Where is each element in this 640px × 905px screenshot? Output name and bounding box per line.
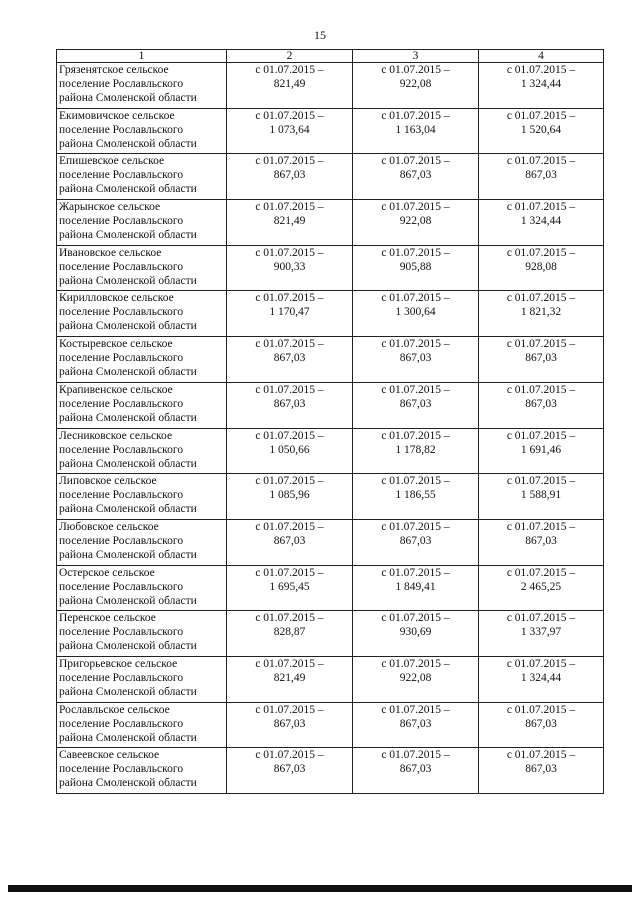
tariff-cell-col3-line: 1 178,82 [395, 443, 436, 456]
settlement-name-cell-line: района Смоленской области [59, 731, 197, 744]
tariff-cell-col3 [353, 428, 479, 474]
tariff-cell-col2-line: 1 050,66 [269, 443, 310, 456]
tariff-cell-col4 [479, 611, 604, 657]
tariff-cell-col4-line: 1 324,44 [520, 78, 562, 90]
settlement-name-cell-line: поселение Рославльского [59, 397, 184, 410]
tariff-cell-col2-line: с 01.07.2015 – [255, 246, 324, 259]
tariff-cell-col2 [227, 108, 353, 154]
tariff-cell-col2-line: с 01.07.2015 – [255, 109, 324, 122]
tariff-cell-col3 [353, 474, 479, 520]
tariff-cell-col2-line: с 01.07.2015 – [255, 338, 324, 351]
tariff-cell-col2-line: с 01.07.2015 – [255, 612, 324, 625]
tariff-cell-col4-line: 928,08 [525, 260, 557, 273]
tariff-cell-col3-line: с 01.07.2015 – [381, 566, 450, 579]
settlement-name-cell-line: района Смоленской области [59, 229, 197, 242]
settlement-name-cell-line: района Смоленской области [59, 183, 197, 196]
tariff-cell-col3-line: 905,88 [399, 260, 432, 273]
tariff-cell-col3 [353, 154, 479, 200]
settlement-name-cell-line: Кирилловское сельское [59, 292, 174, 305]
settlement-name-cell [57, 611, 227, 657]
settlement-name-cell-line: Любовское сельское [59, 520, 159, 533]
tariff-cell-col3-line: с 01.07.2015 – [381, 201, 450, 214]
tariff-cell-col2-line: 1 695,45 [269, 580, 310, 593]
tariff-cell-col4-line: с 01.07.2015 – [506, 155, 576, 168]
tariff-cell-col4-line: 1 324,44 [520, 671, 562, 684]
tariff-cell-col3-line: 867,03 [399, 763, 432, 776]
tariff-cell-col2-line: 900,33 [273, 260, 306, 273]
table-row [57, 702, 604, 748]
tariff-cell-col4 [479, 200, 604, 246]
settlement-name-cell [57, 382, 227, 428]
tariff-cell-col2 [227, 656, 353, 702]
tariff-cell-col3-line: 867,03 [399, 397, 432, 410]
settlement-name-cell-line: района Смоленской области [59, 685, 197, 698]
table-row [57, 382, 604, 428]
tariff-cell-col3 [353, 565, 479, 611]
tariff-cell-col4-line: 1 324,44 [520, 215, 562, 228]
tariff-cell-col3-line: с 01.07.2015 – [381, 64, 450, 76]
settlement-name-cell-line: района Смоленской области [59, 320, 197, 333]
tariff-cell-col3-line: с 01.07.2015 – [381, 292, 450, 305]
tariff-cell-col4 [479, 108, 604, 154]
tariff-cell-col2 [227, 565, 353, 611]
tariff-cell-col4-line: 1 588,91 [520, 489, 562, 502]
tariff-cell-col2-line: 867,03 [273, 397, 306, 410]
settlement-name-cell-line: поселение Рославльского [59, 352, 184, 365]
column-header-4: 4 [479, 50, 604, 63]
tariff-cell-col4 [479, 337, 604, 383]
tariff-cell-col4 [479, 702, 604, 748]
settlement-name-cell-line: Грязенятское сельское [59, 64, 169, 76]
tariff-cell-col2 [227, 245, 353, 291]
tariff-cell-col3-line: с 01.07.2015 – [381, 338, 450, 351]
settlement-name-cell-line: района Смоленской области [59, 777, 197, 790]
page-number: 15 [314, 28, 326, 42]
tariff-cell-col2 [227, 519, 353, 565]
tariff-cell-col4-line: с 01.07.2015 – [506, 703, 576, 716]
tariff-cell-col2-line: с 01.07.2015 – [255, 429, 324, 442]
tariff-cell-col3-line: 867,03 [399, 352, 432, 365]
settlement-name-cell-line: поселение Рославльского [59, 717, 184, 730]
settlement-name-cell-line: Костыревское сельское [59, 338, 173, 351]
tariff-cell-col4 [479, 291, 604, 337]
settlement-name-cell-line: поселение Рославльского [59, 78, 184, 90]
tariff-cell-col3 [353, 656, 479, 702]
tariff-cell-col3 [353, 748, 479, 794]
settlement-name-cell-line: поселение Рославльского [59, 123, 184, 136]
tariff-cell-col3-line: с 01.07.2015 – [381, 749, 450, 762]
settlement-name-cell-line: поселение Рославльского [59, 534, 184, 547]
table-row [57, 428, 604, 474]
tariff-cell-col4 [479, 63, 604, 109]
tariff-cell-col4-line: с 01.07.2015 – [506, 246, 576, 259]
tariff-cell-col2 [227, 382, 353, 428]
settlement-name-cell-line: Савеевское сельское [59, 749, 160, 762]
tariff-cell-col3-line: 922,08 [399, 671, 432, 684]
tariff-cell-col2-line: 828,87 [273, 626, 306, 639]
tariff-cell-col3 [353, 291, 479, 337]
tariff-cell-col3-line: 867,03 [399, 169, 432, 182]
settlement-name-cell-line: района Смоленской области [59, 137, 197, 150]
tariff-cell-col2-line: с 01.07.2015 – [255, 475, 324, 488]
settlement-name-cell-line: района Смоленской области [59, 411, 197, 424]
tariff-cell-col3-line: 867,03 [399, 534, 432, 547]
tariff-cell-col2-line: 867,03 [273, 763, 306, 776]
tariff-cell-col4-line: 867,03 [525, 397, 557, 410]
settlement-name-cell [57, 154, 227, 200]
tariff-cell-col2-line: с 01.07.2015 – [255, 520, 324, 533]
tariff-cell-col3 [353, 519, 479, 565]
tariff-cell-col4-line: 1 821,32 [520, 306, 562, 319]
tariff-cell-col2 [227, 611, 353, 657]
tariff-cell-col4-line: 867,03 [525, 763, 557, 776]
tariff-cell-col4-line: с 01.07.2015 – [506, 338, 576, 351]
tariff-cell-col2 [227, 291, 353, 337]
settlement-name-cell-line: поселение Рославльского [59, 169, 184, 182]
settlement-name-cell [57, 63, 227, 109]
tariff-cell-col4-line: с 01.07.2015 – [506, 109, 576, 122]
settlement-name-cell [57, 337, 227, 383]
tariff-cell-col3-line: с 01.07.2015 – [381, 109, 450, 122]
tariff-cell-col2 [227, 748, 353, 794]
tariff-cell-col2-line: 1 073,64 [269, 123, 310, 136]
tariff-cell-col2-line: 821,49 [273, 78, 306, 90]
tariff-cell-col2 [227, 63, 353, 109]
tariff-cell-col2-line: с 01.07.2015 – [255, 64, 324, 76]
tariff-cell-col4 [479, 565, 604, 611]
settlement-name-cell-line: поселение Рославльского [59, 489, 184, 502]
tariff-cell-col2-line: 867,03 [273, 717, 306, 730]
tariff-cell-col4 [479, 428, 604, 474]
settlement-name-cell [57, 291, 227, 337]
settlement-name-cell [57, 702, 227, 748]
tariff-cell-col4-line: с 01.07.2015 – [506, 520, 576, 533]
tariff-cell-col3-line: с 01.07.2015 – [381, 155, 450, 168]
tariff-cell-col3-line: с 01.07.2015 – [381, 612, 450, 625]
tariff-cell-col2-line: с 01.07.2015 – [255, 383, 324, 396]
tariff-cell-col3 [353, 63, 479, 109]
tariff-cell-col2 [227, 702, 353, 748]
table-row [57, 611, 604, 657]
settlement-name-cell-line: Пригорьевское сельское [59, 657, 178, 670]
table-body [57, 63, 604, 794]
tariff-cell-col4-line: 1 337,97 [520, 626, 562, 639]
settlement-name-cell-line: района Смоленской области [59, 640, 197, 653]
tariff-cell-col3 [353, 245, 479, 291]
table-row [57, 337, 604, 383]
tariff-cell-col4-line: с 01.07.2015 – [506, 566, 576, 579]
settlement-name-cell-line: поселение Рославльского [59, 580, 184, 593]
tariff-cell-col3 [353, 702, 479, 748]
tariff-cell-col2-line: 821,49 [273, 671, 306, 684]
settlement-name-cell-line: поселение Рославльского [59, 763, 184, 776]
table-row [57, 200, 604, 246]
tariff-cell-col4 [479, 519, 604, 565]
tariff-cell-col2-line: с 01.07.2015 – [255, 749, 324, 762]
table-row [57, 656, 604, 702]
tariff-cell-col4-line: с 01.07.2015 – [506, 475, 576, 488]
table-row [57, 565, 604, 611]
tariff-cell-col4-line: с 01.07.2015 – [506, 429, 576, 442]
settlement-name-cell-line: района Смоленской области [59, 548, 197, 561]
scan-edge-bar [8, 885, 632, 892]
settlement-name-cell-line: района Смоленской области [59, 457, 197, 470]
settlement-name-cell-line: Екимовичское сельское [59, 109, 175, 122]
settlement-name-cell [57, 565, 227, 611]
tariff-cell-col3-line: 867,03 [399, 717, 432, 730]
settlement-name-cell-line: поселение Рославльского [59, 443, 184, 456]
tariff-cell-col2-line: с 01.07.2015 – [255, 155, 324, 168]
settlement-name-cell [57, 108, 227, 154]
tariff-cell-col4-line: с 01.07.2015 – [506, 612, 576, 625]
tariff-cell-col4-line: 867,03 [525, 169, 557, 182]
tariff-cell-col3-line: 930,69 [399, 626, 432, 639]
tariff-cell-col3-line: 1 186,55 [395, 489, 436, 502]
settlement-name-cell-line: поселение Рославльского [59, 260, 184, 273]
tariff-cell-col4 [479, 245, 604, 291]
tariff-cell-col2 [227, 200, 353, 246]
column-header-2: 2 [227, 50, 353, 63]
table-row [57, 63, 604, 109]
settlement-name-cell [57, 474, 227, 520]
settlement-name-cell-line: Остерское сельское [59, 566, 155, 579]
tariff-cell-col4-line: с 01.07.2015 – [506, 64, 576, 76]
tariff-cell-col4-line: с 01.07.2015 – [506, 292, 576, 305]
tariff-cell-col3-line: с 01.07.2015 – [381, 520, 450, 533]
tariff-cell-col3-line: 1 300,64 [395, 306, 436, 319]
tariff-cell-col4 [479, 748, 604, 794]
tariff-cell-col4-line: с 01.07.2015 – [506, 749, 576, 762]
tariff-cell-col2 [227, 337, 353, 383]
settlement-name-cell-line: района Смоленской области [59, 503, 197, 516]
tariff-cell-col3-line: 922,08 [399, 78, 432, 90]
settlement-name-cell [57, 245, 227, 291]
tariff-cell-col3-line: 1 163,04 [395, 123, 436, 136]
tariff-cell-col4-line: 867,03 [525, 717, 557, 730]
table-header-row [57, 50, 604, 63]
tariff-cell-col3-line: с 01.07.2015 – [381, 246, 450, 259]
settlement-name-cell-line: поселение Рославльского [59, 306, 184, 319]
settlement-name-cell-line: района Смоленской области [59, 274, 197, 287]
settlement-name-cell-line: Липовское сельское [59, 475, 157, 488]
tariff-cell-col3 [353, 200, 479, 246]
tariff-cell-col4 [479, 382, 604, 428]
tariff-cell-col4 [479, 154, 604, 200]
tariff-cell-col2-line: с 01.07.2015 – [255, 703, 324, 716]
settlement-name-cell-line: Ивановское сельское [59, 246, 162, 259]
tariff-cell-col4-line: 1 520,64 [520, 123, 562, 136]
column-header-3: 3 [353, 50, 479, 63]
tariff-cell-col2 [227, 154, 353, 200]
tariff-cell-col2-line: с 01.07.2015 – [255, 566, 324, 579]
tariff-cell-col4-line: 1 691,46 [520, 443, 562, 456]
tariff-cell-col2-line: 1 085,96 [269, 489, 310, 502]
tariff-cell-col2-line: 867,03 [273, 169, 306, 182]
tariff-cell-col2 [227, 474, 353, 520]
tariff-cell-col3-line: с 01.07.2015 – [381, 429, 450, 442]
settlement-name-cell-line: района Смоленской области [59, 366, 197, 379]
tariff-cell-col4-line: 867,03 [525, 534, 557, 547]
tariff-cell-col3 [353, 611, 479, 657]
tariff-table [56, 49, 604, 794]
tariff-cell-col2-line: с 01.07.2015 – [255, 292, 324, 305]
settlement-name-cell [57, 519, 227, 565]
tariff-cell-col3-line: с 01.07.2015 – [381, 475, 450, 488]
tariff-cell-col2 [227, 428, 353, 474]
table-row [57, 154, 604, 200]
settlement-name-cell [57, 200, 227, 246]
table-row [57, 474, 604, 520]
column-header-1: 1 [57, 50, 227, 63]
settlement-name-cell-line: Лесниковское сельское [59, 429, 173, 442]
tariff-cell-col4-line: 2 465,25 [520, 580, 562, 593]
tariff-cell-col4 [479, 656, 604, 702]
tariff-cell-col3-line: 1 849,41 [395, 580, 436, 593]
table-row [57, 108, 604, 154]
tariff-cell-col2-line: 1 170,47 [269, 306, 310, 319]
settlement-name-cell-line: поселение Рославльского [59, 215, 184, 228]
tariff-cell-col3 [353, 382, 479, 428]
settlement-name-cell-line: Жарынское сельское [59, 201, 161, 214]
table-row [57, 245, 604, 291]
tariff-cell-col3 [353, 108, 479, 154]
table-row [57, 519, 604, 565]
tariff-cell-col3-line: 922,08 [399, 215, 432, 228]
settlement-name-cell-line: Перенское сельское [59, 612, 156, 625]
tariff-cell-col3-line: с 01.07.2015 – [381, 657, 450, 670]
tariff-cell-col4-line: 867,03 [525, 352, 557, 365]
tariff-cell-col2-line: с 01.07.2015 – [255, 201, 324, 214]
settlement-name-cell-line: Крапивенское сельское [59, 383, 173, 396]
settlement-name-cell-line: поселение Рославльского [59, 671, 184, 684]
settlement-name-cell-line: поселение Рославльского [59, 626, 184, 639]
tariff-cell-col2-line: 867,03 [273, 534, 306, 547]
settlement-name-cell-line: района Смоленской области [59, 594, 197, 607]
table-row [57, 748, 604, 794]
settlement-name-cell [57, 428, 227, 474]
tariff-cell-col4 [479, 474, 604, 520]
settlement-name-cell-line: Рославльское сельское [59, 703, 170, 716]
settlement-name-cell-line: Епишевское сельское [59, 155, 165, 168]
tariff-cell-col4-line: с 01.07.2015 – [506, 201, 576, 214]
settlement-name-cell [57, 748, 227, 794]
settlement-name-cell [57, 656, 227, 702]
tariff-cell-col3 [353, 337, 479, 383]
tariff-cell-col2-line: с 01.07.2015 – [255, 657, 324, 670]
table-row [57, 291, 604, 337]
tariff-cell-col2-line: 821,49 [273, 215, 306, 228]
tariff-cell-col3-line: с 01.07.2015 – [381, 703, 450, 716]
tariff-cell-col2-line: 867,03 [273, 352, 306, 365]
settlement-name-cell-line: района Смоленской области [59, 92, 197, 104]
tariff-cell-col3-line: с 01.07.2015 – [381, 383, 450, 396]
tariff-cell-col4-line: с 01.07.2015 – [506, 383, 576, 396]
tariff-cell-col4-line: с 01.07.2015 – [506, 657, 576, 670]
